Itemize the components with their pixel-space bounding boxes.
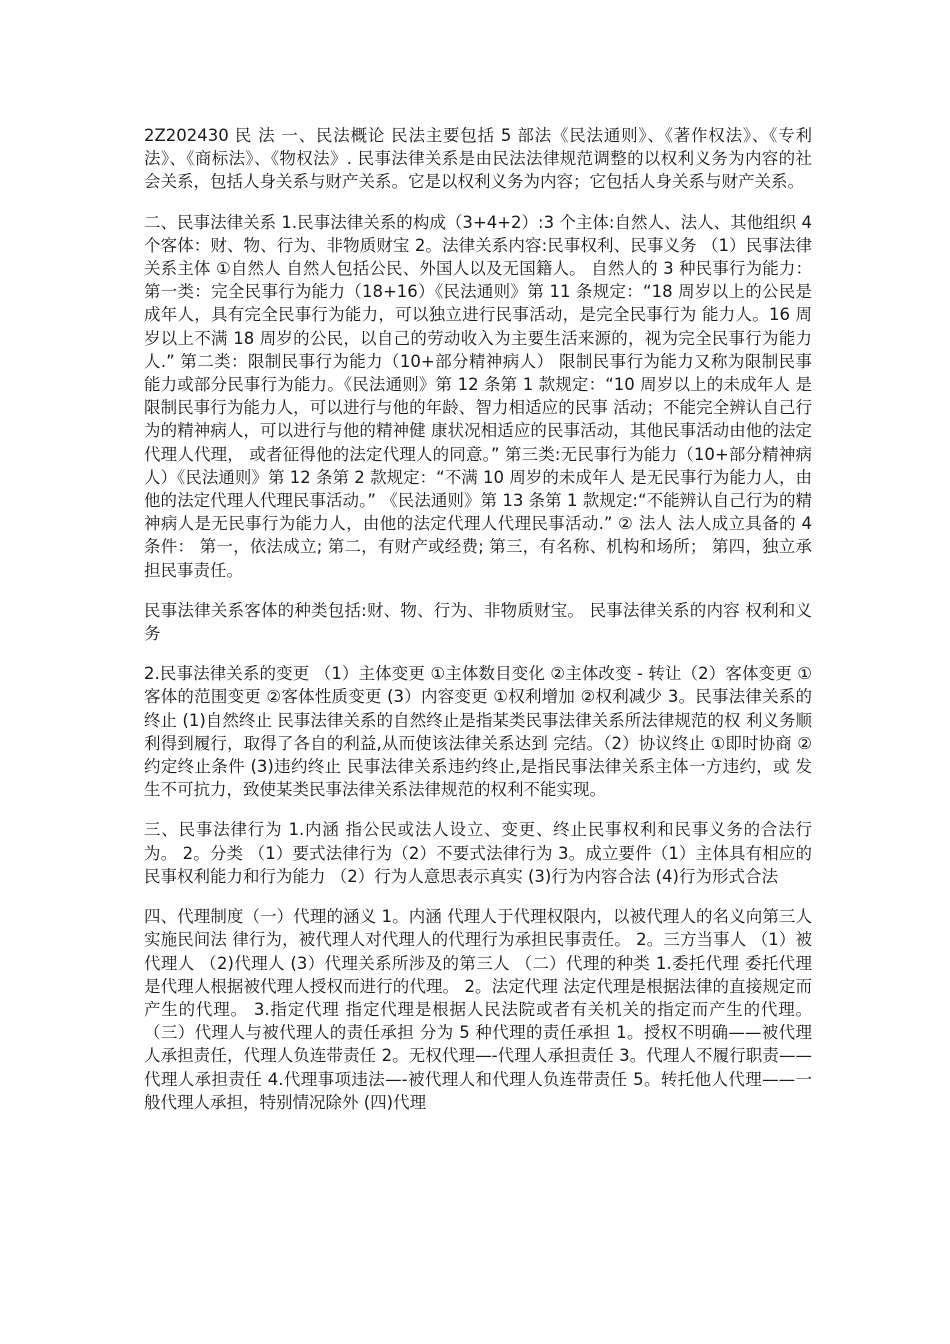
paragraph-relation-change-termination: 2.民事法律关系的变更 （1）主体变更 ①主体数目变化 ②主体改变 - 转让（2）客体变更 ①客体的范围变更 ②客体性质变更 (3）内容变更 ①权利增加 ②权利减少 3。民事法律关系的终止 (1)自然终止 民事法律关系的自然终止是指某类民事法律关系所法律规范的权 利义务顺利得到履行，取得了各自的利益,从而使该法律关系达到 完结。（2）协议终止 ①即时协商 ②约定终止条件 (3)违约终止 民事法律关系违约终止,是指民事法律关系主体一方违约，或 发生不可抗力，致使某类民事法律关系法律规范的权利不能实现。 xyxy=(144,664,812,800)
paragraph-civil-law-overview: 2Z202430 民 法 一、民法概论 民法主要包括 5 部法《民法通则》、《著作权法》、《专利法》、《商标法》、《物权法》. 民事法律关系是由民法法律规范调整的以权利义务为内容的社会关系，包括人身关系与财产关系。它是以权利义务为内容；它包括人身关系与财产关系。 xyxy=(144,126,812,192)
paragraph-civil-legal-relations: 二、民事法律关系 1.民事法律关系的构成（3+4+2）:3 个主体:自然人、法人、其他组织 4 个客体：财、物、行为、非物质财宝 2。法律关系内容:民事权利、民事义务 （1）民事法律关系主体 ①自然人 自然人包括公民、外国人以及无国籍人。 自然人的 3 种民事行为能力：第一类：完全民事行为能力（18+16）《民法通则》第 11 条规定：“18 周岁以上的公民是成年人，具有完全民事行为能力，可以独立进行民事活动，是完全民事行为 能力人。16 周岁以上不满 18 周岁的公民，以自己的劳动收入为主要生活来源的，视为完全民事行为能力人.” 第二类：限制民事行为能力（10+部分精神病人） 限制民事行为能力又称为限制民事能力或部分民事行为能力。《民法通则》第 12 条第 1 款规定：“10 周岁以上的未成年人 是限制民事行为能力人，可以进行与他的年龄、智力相适应的民事 活动；不能完全辨认自己行为的精神病人，可以进行与他的精神健 康状况相适应的民事活动，其他民事活动由他的法定代理人代理， 或者征得他的法定代理人的同意。” 第三类:无民事行为能力（10+部分精神病人）《民法通则》第 12 条第 2 款规定：“不满 10 周岁的未成年人 是无民事行为能力人，由他的法定代理人代理民事活动。” 《民法通则》第 13 条第 1 款规定:“不能辨认自己行为的精神病人是无民事行为能力人，由他的法定代理人代理民事活动.” ② 法人 法人成立具备的 4 条件： 第一，依法成立; 第二，有财产或经费; 第三，有名称、机构和场所； 第四，独立承担民事责任。 xyxy=(144,212,812,580)
paragraph-relation-object-types: 民事法律关系客体的种类包括:财、物、行为、非物质财宝。 民事法律关系的内容 权利和义务 xyxy=(144,600,812,644)
paragraph-agency-system: 四、代理制度（一）代理的涵义 1。内涵 代理人于代理权限内，以被代理人的名义向第三人实施民间法 律行为，被代理人对代理人的代理行为承担民事责任。 2。三方当事人 （1）被代理人 （2)代理人 (3）代理关系所涉及的第三人 （二）代理的种类 1.委托代理 委托代理是代理人根据被代理人授权而进行的代理。 2。法定代理 法定代理是根据法律的直接规定而产生的代理。 3.指定代理 指定代理是根据人民法院或者有关机关的指定而产生的代理。（三）代理人与被代理人的责任承担 分为 5 种代理的责任承担 1。授权不明确——被代理人承担责任，代理人负连带责任 2。无权代理—-代理人承担责任 3。代理人不履行职责——代理人承担责任 4.代理事项违法—-被代理人和代理人负连带责任 5。转托他人代理——一般代理人承担，特别情况除外 (四)代理 xyxy=(144,907,812,1112)
document-body xyxy=(144,124,812,1131)
paragraph-civil-legal-acts: 三、民事法律行为 1.内涵 指公民或法人设立、变更、终止民事权利和民事义务的合法行 为。 2。分类 （1）要式法律行为（2）不要式法律行为 3。成立要件（1）主体具有相应的民事权利能力和行为能力 （2）行为人意思表示真实 (3)行为内容合法 (4)行为形式合法 xyxy=(144,820,812,886)
